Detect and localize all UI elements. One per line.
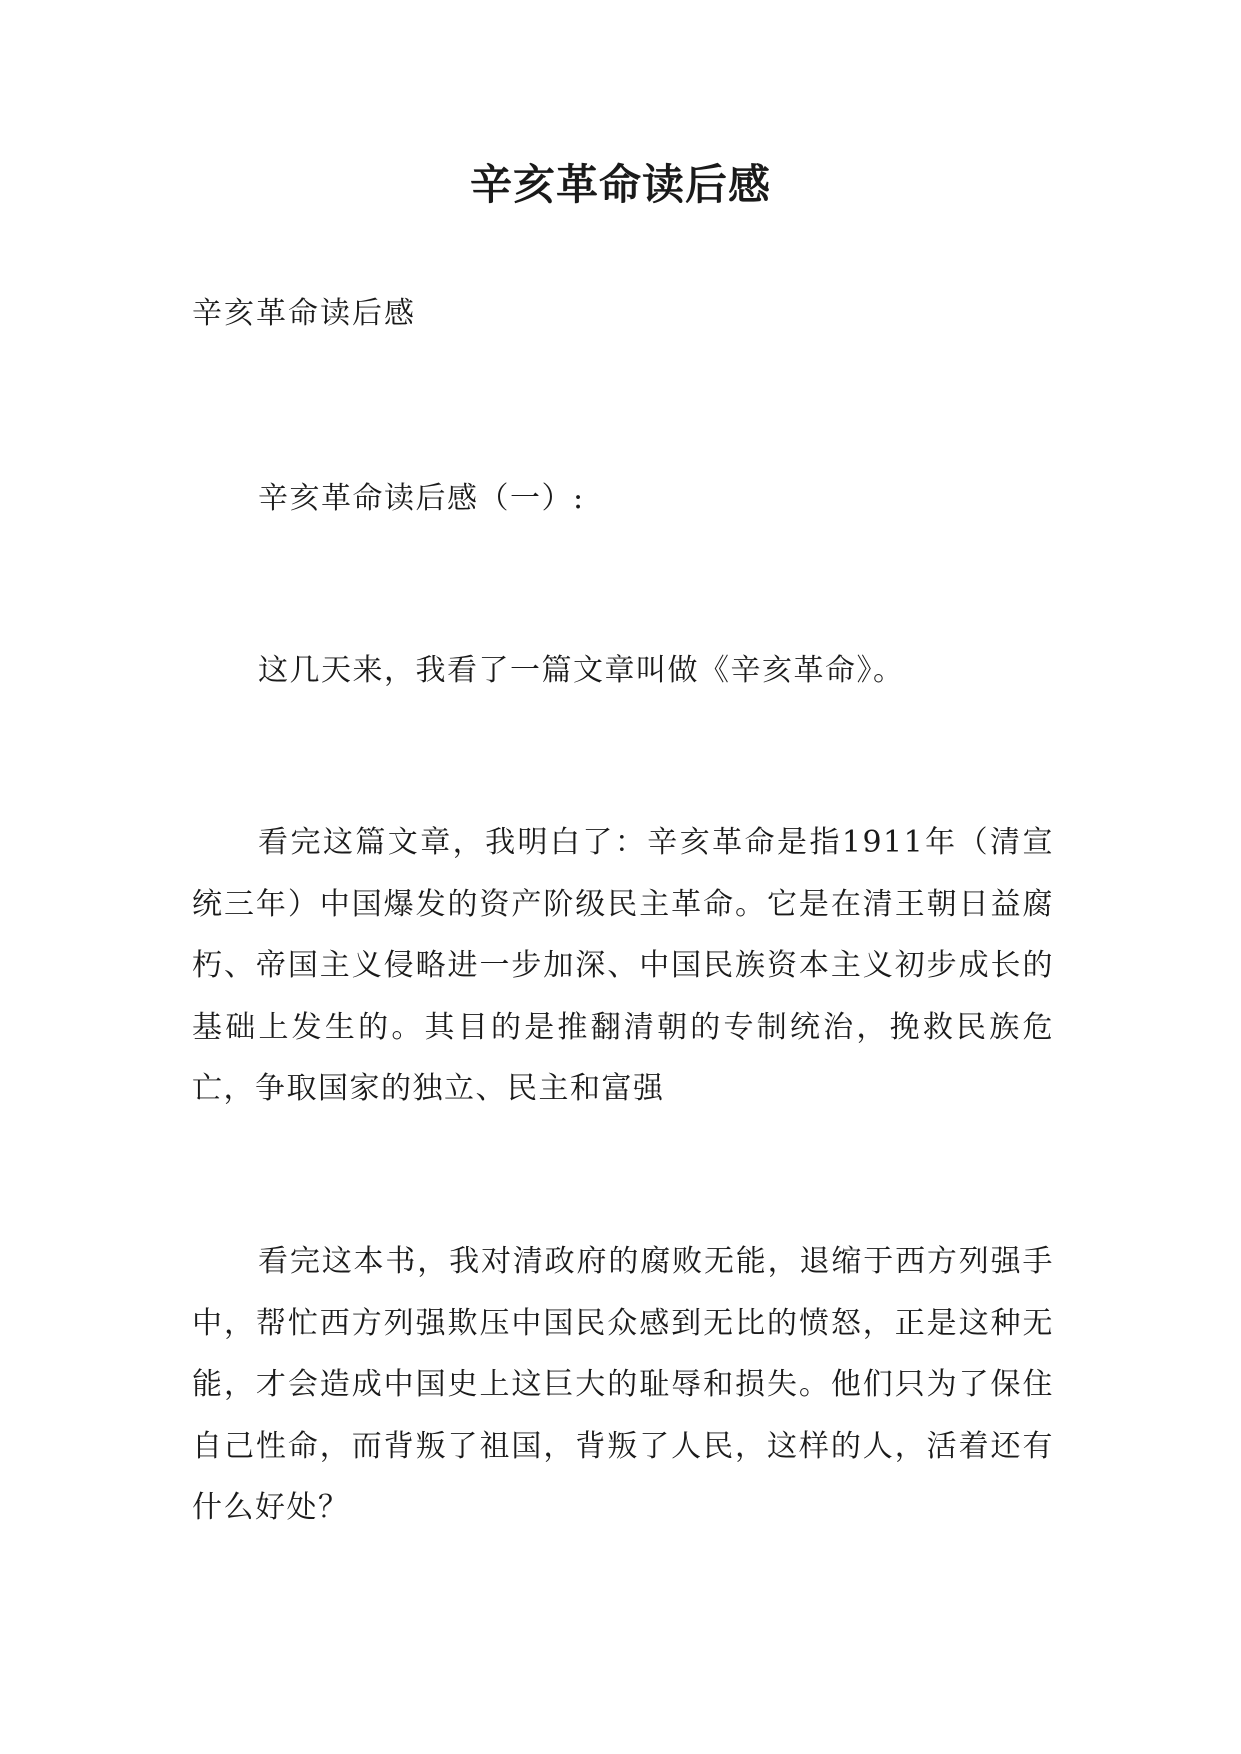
document-subtitle: 辛亥革命读后感 xyxy=(192,296,416,331)
document-title: 辛亥革命读后感 xyxy=(469,160,771,209)
paragraph-heading: 辛亥革命读后感（一）: xyxy=(258,481,585,516)
paragraph: 看完这篇文章，我明白了：辛亥革命是指1911年（清宣统三年）中国爆发的资产阶级民主革命。它是在清王朝日益腐朽、帝国主义侵略进一步加深、中国民族资本主义初步成长的基础上发生的。其目的是推翻清朝的专制统治，挽救民族危亡，争取国家的独立、民主和富强 xyxy=(192,825,1054,1106)
paragraph: 看完这本书，我对清政府的腐败无能，退缩于西方列强手中，帮忙西方列强欺压中国民众感到无比的愤怒，正是这种无能，才会造成中国史上这巨大的耻辱和损失。他们只为了保住自己性命，而背叛了祖国，背叛了人民，这样的人，活着还有什么好处？ xyxy=(192,1244,1054,1525)
paragraph: 这几天来，我看了一篇文章叫做《辛亥革命》。 xyxy=(258,653,905,688)
